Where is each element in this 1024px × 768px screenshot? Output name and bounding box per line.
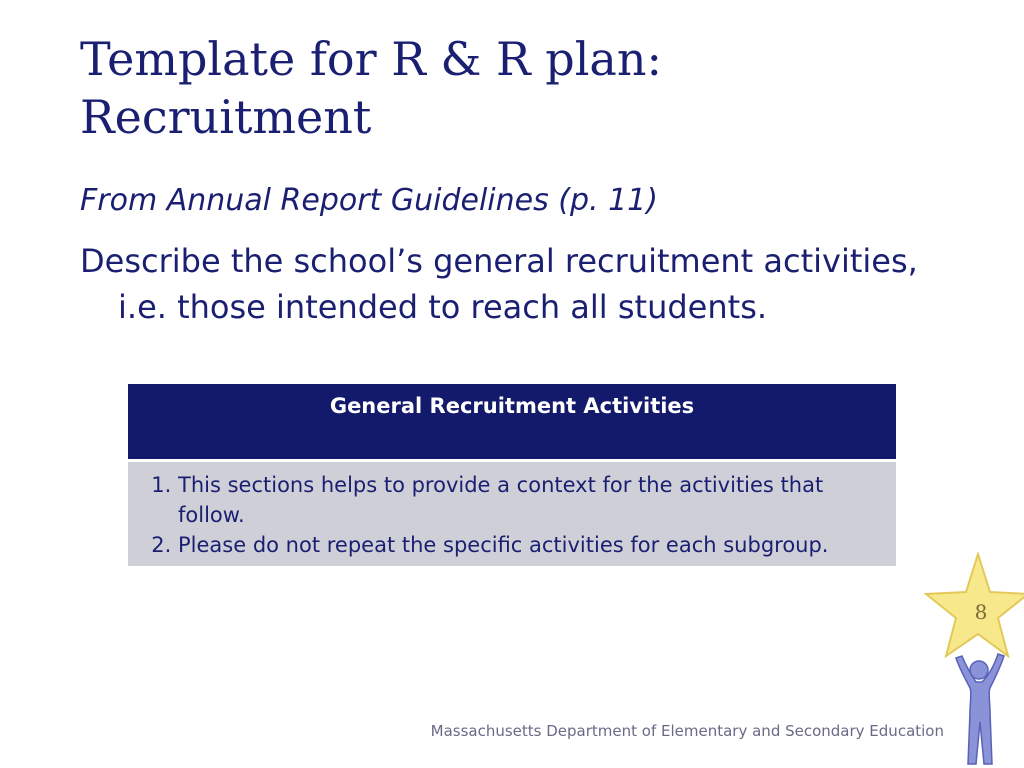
table-item-list [138, 470, 876, 560]
table-item: 2. Please do not repeat the specific activities for each subgroup. [178, 530, 876, 560]
table-body [128, 462, 896, 566]
person-head [970, 661, 988, 679]
table-header: General Recruitment Activities [128, 384, 896, 462]
footer-text: Massachusetts Department of Elementary and Secondary Education [430, 722, 944, 740]
table-item: 1. This sections helps to provide a context for the activities that follow. [178, 470, 876, 530]
slide-body-text: Describe the school’s general recruitment activities, i.e. those intended to reach all students. [80, 242, 918, 326]
slide-subtitle: From Annual Report Guidelines (p. 11) [80, 183, 658, 218]
slide-title: Template for R & R plan: Recruitment [80, 32, 662, 144]
page-number: 8 [974, 600, 988, 624]
recruitment-table [128, 384, 896, 566]
